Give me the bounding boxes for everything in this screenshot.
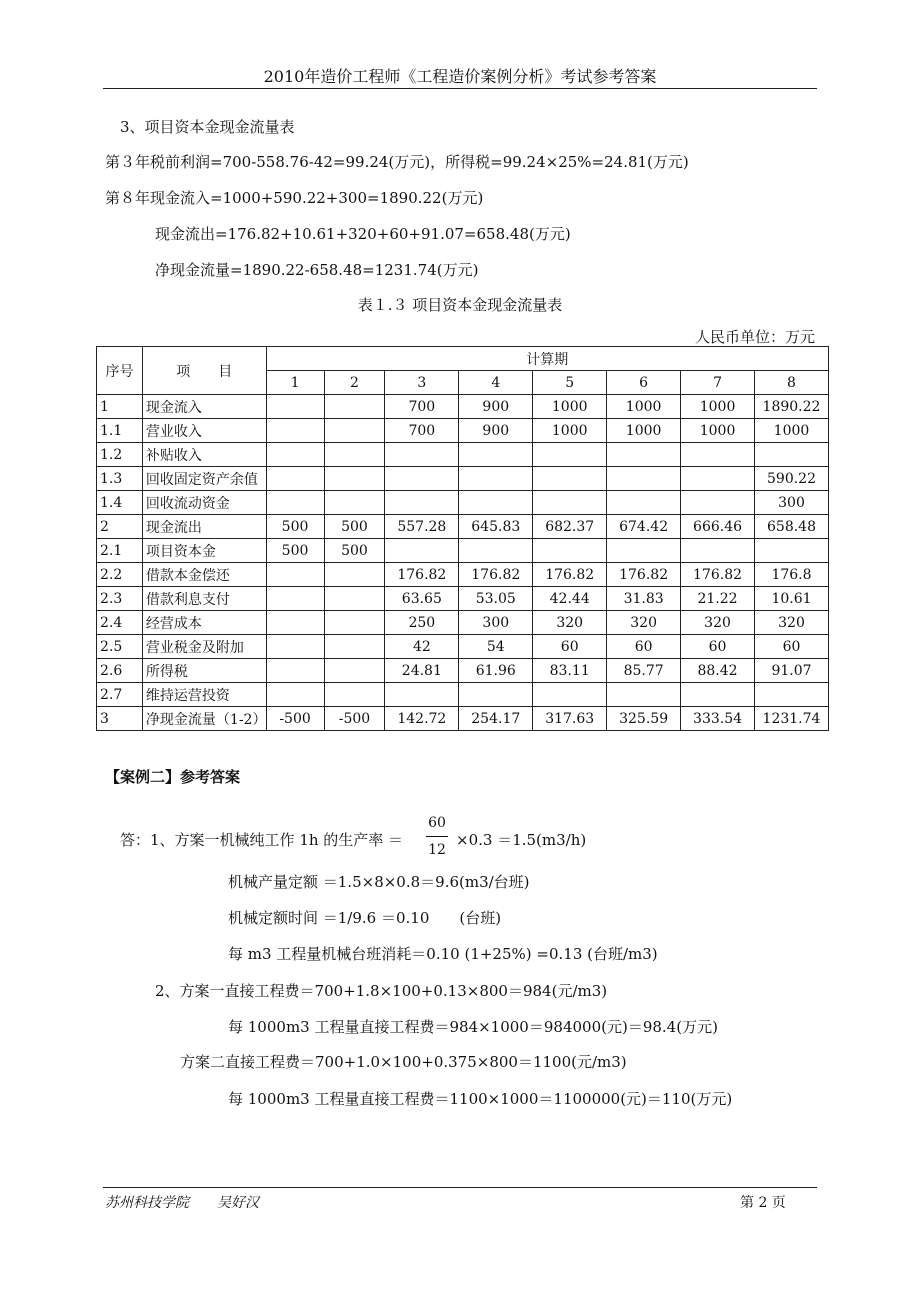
value-cell: 61.96	[459, 659, 533, 683]
value-cell: 1000	[607, 395, 681, 419]
case2-heading: 【案例二】参考答案	[105, 768, 241, 786]
value-cell	[681, 539, 755, 563]
value-cell	[459, 491, 533, 515]
row-item-label: 现金流出	[142, 515, 266, 539]
row-number: 2.5	[97, 635, 143, 659]
value-cell	[459, 443, 533, 467]
value-cell: -500	[324, 707, 385, 731]
period-header-cell: 5	[533, 371, 607, 395]
value-cell	[266, 395, 324, 419]
value-cell	[607, 443, 681, 467]
value-cell: 658.48	[755, 515, 829, 539]
value-cell: 1000	[607, 419, 681, 443]
row-item-label: 借款本金偿还	[142, 563, 266, 587]
page-header-title: 2010年造价工程师《工程造价案例分析》考试参考答案	[263, 67, 657, 86]
value-cell: 320	[755, 611, 829, 635]
value-cell	[533, 491, 607, 515]
value-cell: 1231.74	[755, 707, 829, 731]
value-cell	[607, 539, 681, 563]
value-cell: 500	[266, 539, 324, 563]
value-cell: 674.42	[607, 515, 681, 539]
value-cell: 500	[324, 515, 385, 539]
table-row	[97, 587, 829, 611]
value-cell: 60	[681, 635, 755, 659]
value-cell: 176.82	[607, 563, 681, 587]
value-cell	[324, 419, 385, 443]
row-item-label: 经营成本	[142, 611, 266, 635]
row-number: 2.2	[97, 563, 143, 587]
value-cell: 176.82	[459, 563, 533, 587]
period-header-cell: 3	[385, 371, 459, 395]
row-item-label: 所得税	[142, 659, 266, 683]
value-cell: 60	[755, 635, 829, 659]
table-row	[97, 683, 829, 707]
row-number: 1.2	[97, 443, 143, 467]
value-cell	[266, 443, 324, 467]
value-cell	[385, 491, 459, 515]
value-cell	[607, 683, 681, 707]
table-unit: 人民币单位：万元	[694, 328, 815, 346]
row-number: 2.1	[97, 539, 143, 563]
value-cell	[324, 443, 385, 467]
value-cell	[266, 491, 324, 515]
table-body	[97, 395, 829, 731]
header-item: 项 目	[142, 347, 266, 395]
value-cell	[324, 563, 385, 587]
calc-line: ×0.3 ＝1.5(m3/h)	[456, 831, 587, 849]
value-cell: 317.63	[533, 707, 607, 731]
table-row	[97, 635, 829, 659]
value-cell: 176.82	[385, 563, 459, 587]
table-row	[97, 539, 829, 563]
value-cell: 666.46	[681, 515, 755, 539]
row-item-label: 回收流动资金	[142, 491, 266, 515]
value-cell	[533, 443, 607, 467]
value-cell	[533, 467, 607, 491]
row-item-label: 项目资本金	[142, 539, 266, 563]
footer-divider	[103, 1187, 817, 1188]
row-number: 1.4	[97, 491, 143, 515]
value-cell	[324, 587, 385, 611]
value-cell	[533, 683, 607, 707]
value-cell	[459, 539, 533, 563]
value-cell	[681, 683, 755, 707]
calc-line: 每 1000m3 工程量直接工程费＝1100×1000＝1100000(元)＝110(万元)	[228, 1090, 733, 1108]
value-cell: 900	[459, 395, 533, 419]
row-item-label: 营业收入	[142, 419, 266, 443]
value-cell	[385, 683, 459, 707]
value-cell: 31.83	[607, 587, 681, 611]
value-cell	[266, 659, 324, 683]
row-item-label: 回收固定资产余值	[142, 467, 266, 491]
calc-line: 每 1000m3 工程量直接工程费＝984×1000＝984000(元)＝98.4(万元)	[228, 1018, 718, 1036]
row-number: 2.7	[97, 683, 143, 707]
value-cell: 42	[385, 635, 459, 659]
row-number: 3	[97, 707, 143, 731]
table-row	[97, 563, 829, 587]
value-cell	[266, 635, 324, 659]
cash-flow-table	[96, 346, 829, 731]
value-cell: 10.61	[755, 587, 829, 611]
value-cell: 85.77	[607, 659, 681, 683]
value-cell	[459, 683, 533, 707]
value-cell: 500	[266, 515, 324, 539]
period-header-cell: 4	[459, 371, 533, 395]
calc-line: 现金流出=176.82+10.61+320+60+91.07=658.48(万元)	[155, 225, 571, 243]
value-cell	[459, 467, 533, 491]
value-cell: 1000	[681, 419, 755, 443]
calc-line: 机械产量定额 ＝1.5×8×0.8＝9.6(m3/台班)	[228, 873, 530, 891]
value-cell: 60	[607, 635, 681, 659]
value-cell: 91.07	[755, 659, 829, 683]
value-cell	[607, 491, 681, 515]
value-cell: 682.37	[533, 515, 607, 539]
period-header-cell: 8	[755, 371, 829, 395]
calc-line: 方案二直接工程费＝700+1.0×100+0.375×800＝1100(元/m3)	[180, 1053, 627, 1071]
value-cell	[266, 587, 324, 611]
calc-line: 2、方案一直接工程费＝700+1.8×100+0.13×800＝984(元/m3)	[155, 982, 608, 1000]
calc-line: 答：1、方案一机械纯工作 1h 的生产率 ＝	[120, 831, 404, 849]
table-row	[97, 515, 829, 539]
value-cell	[755, 443, 829, 467]
table-row	[97, 419, 829, 443]
row-item-label: 借款利息支付	[142, 587, 266, 611]
table-row	[97, 395, 829, 419]
value-cell: 1890.22	[755, 395, 829, 419]
value-cell: 21.22	[681, 587, 755, 611]
value-cell	[385, 443, 459, 467]
value-cell: 557.28	[385, 515, 459, 539]
table-row	[97, 491, 829, 515]
row-item-label: 净现金流量（1-2）	[142, 707, 266, 731]
value-cell: 590.22	[755, 467, 829, 491]
value-cell	[324, 659, 385, 683]
value-cell	[385, 467, 459, 491]
value-cell	[324, 635, 385, 659]
calc-line: 第３年税前利润=700-558.76-42=99.24(万元)，所得税=99.24×25%=24.81(万元)	[105, 153, 689, 171]
value-cell: -500	[266, 707, 324, 731]
value-cell: 1000	[533, 395, 607, 419]
value-cell	[266, 563, 324, 587]
calc-line: 机械定额时间 ＝1/9.6 ＝0.10 (台班)	[228, 909, 502, 927]
row-number: 2.4	[97, 611, 143, 635]
value-cell: 250	[385, 611, 459, 635]
value-cell: 645.83	[459, 515, 533, 539]
value-cell	[324, 611, 385, 635]
value-cell: 320	[533, 611, 607, 635]
fraction-denominator: 12	[428, 842, 446, 858]
period-header-cell: 1	[266, 371, 324, 395]
value-cell: 320	[607, 611, 681, 635]
value-cell	[324, 683, 385, 707]
value-cell: 1000	[533, 419, 607, 443]
period-header-cell: 7	[681, 371, 755, 395]
value-cell	[266, 467, 324, 491]
value-cell	[533, 539, 607, 563]
value-cell: 142.72	[385, 707, 459, 731]
value-cell: 300	[755, 491, 829, 515]
table-row	[97, 707, 829, 731]
calc-line: 第８年现金流入=1000+590.22+300=1890.22(万元)	[105, 189, 484, 207]
value-cell: 88.42	[681, 659, 755, 683]
footer-page-number: 第 2 页	[740, 1195, 786, 1211]
row-item-label: 营业税金及附加	[142, 635, 266, 659]
value-cell: 333.54	[681, 707, 755, 731]
period-header-cell: 6	[607, 371, 681, 395]
row-item-label: 补贴收入	[142, 443, 266, 467]
fraction-numerator: 60	[428, 815, 446, 831]
value-cell	[324, 395, 385, 419]
row-number: 2	[97, 515, 143, 539]
row-number: 1.1	[97, 419, 143, 443]
section-heading: 3、项目资本金现金流量表	[120, 118, 295, 136]
table-row	[97, 443, 829, 467]
value-cell: 42.44	[533, 587, 607, 611]
value-cell	[681, 491, 755, 515]
fraction-bar	[426, 836, 448, 837]
value-cell: 500	[324, 539, 385, 563]
value-cell	[324, 491, 385, 515]
footer-author: 苏州科技学院 吴好汉	[105, 1195, 259, 1211]
value-cell	[266, 419, 324, 443]
value-cell: 176.82	[533, 563, 607, 587]
calc-line: 净现金流量=1890.22-658.48=1231.74(万元)	[155, 261, 479, 279]
table-caption: 表１.３ 项目资本金现金流量表	[357, 296, 563, 314]
table-row	[97, 467, 829, 491]
value-cell: 700	[385, 419, 459, 443]
table-row	[97, 659, 829, 683]
value-cell	[755, 683, 829, 707]
header-no: 序号	[97, 347, 143, 395]
value-cell: 54	[459, 635, 533, 659]
value-cell: 83.11	[533, 659, 607, 683]
value-cell	[607, 467, 681, 491]
value-cell: 63.65	[385, 587, 459, 611]
value-cell: 176.82	[681, 563, 755, 587]
value-cell: 24.81	[385, 659, 459, 683]
value-cell: 1000	[755, 419, 829, 443]
value-cell: 60	[533, 635, 607, 659]
header-divider	[103, 88, 817, 89]
calc-line: 每 m3 工程量机械台班消耗＝0.10 (1+25%) =0.13 (台班/m3)	[228, 945, 658, 963]
row-item-label: 现金流入	[142, 395, 266, 419]
value-cell	[266, 683, 324, 707]
row-number: 2.6	[97, 659, 143, 683]
value-cell: 900	[459, 419, 533, 443]
value-cell: 254.17	[459, 707, 533, 731]
row-item-label: 维持运营投资	[142, 683, 266, 707]
value-cell	[266, 611, 324, 635]
period-header-cell: 2	[324, 371, 385, 395]
value-cell	[681, 443, 755, 467]
value-cell	[681, 467, 755, 491]
value-cell: 700	[385, 395, 459, 419]
value-cell: 320	[681, 611, 755, 635]
value-cell	[324, 467, 385, 491]
value-cell: 53.05	[459, 587, 533, 611]
value-cell: 325.59	[607, 707, 681, 731]
value-cell: 176.8	[755, 563, 829, 587]
value-cell	[385, 539, 459, 563]
row-number: 1.3	[97, 467, 143, 491]
value-cell	[755, 539, 829, 563]
table-row	[97, 611, 829, 635]
value-cell: 300	[459, 611, 533, 635]
header-period: 计算期	[266, 347, 828, 371]
row-number: 2.3	[97, 587, 143, 611]
value-cell: 1000	[681, 395, 755, 419]
row-number: 1	[97, 395, 143, 419]
